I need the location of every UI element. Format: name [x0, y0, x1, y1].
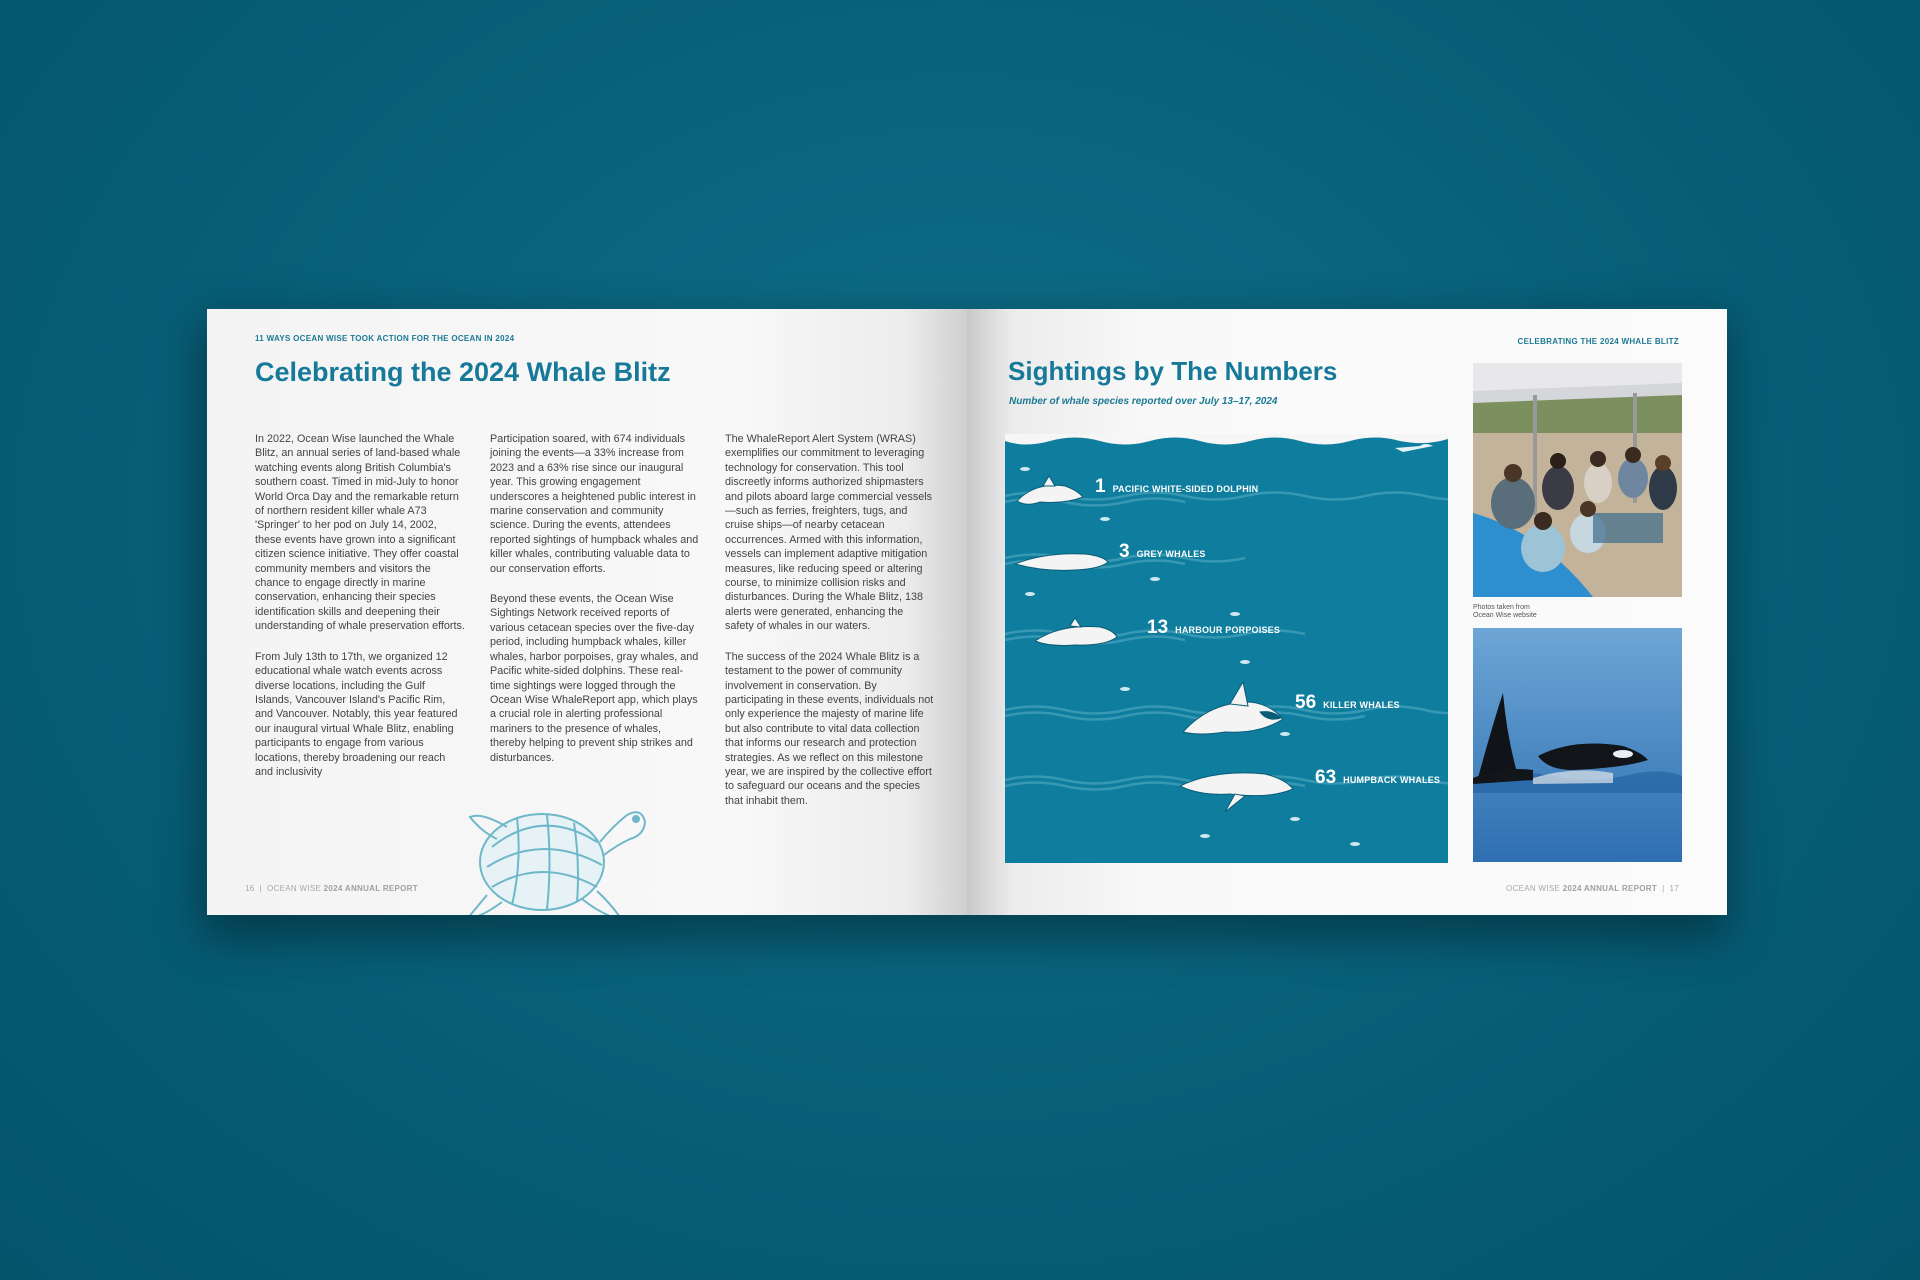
sighting-grey-whales	[1119, 541, 1206, 563]
footer-separator: |	[1662, 884, 1665, 893]
footer-brand: OCEAN WISE	[1506, 884, 1561, 893]
sighting-harbour-porpoises	[1147, 617, 1280, 639]
sighting-count: 1	[1095, 476, 1106, 497]
ocean-waves	[1005, 434, 1448, 863]
paragraph: Beyond these events, the Ocean Wise Sightings Network received reports of various cetacean species over the five-day period, including humpback whales, killer whales, harbor porpoises, gray whales, and Pacific white-sided dolphins. These real-time sightings were logged through the Ocean Wise WhaleReport app, which plays a crucial role in alerting professional mariners to the presence of whales, thereby helping to prevent ship strikes and disturbances.	[490, 593, 699, 764]
right-page	[967, 309, 1727, 915]
sighting-count: 63	[1315, 767, 1337, 788]
sighting-humpback-whales	[1315, 767, 1440, 789]
right-footer	[1506, 884, 1679, 893]
sighting-label: KILLER WHALES	[1323, 700, 1400, 710]
photo-caption-line: Photos taken from	[1473, 604, 1530, 611]
photo-caption-line: Ocean Wise website	[1473, 612, 1537, 619]
text-column-2	[490, 432, 700, 781]
sighting-count: 56	[1295, 692, 1317, 713]
text-column-1	[255, 432, 465, 795]
sighting-count: 3	[1119, 541, 1130, 562]
left-kicker: 11 WAYS OCEAN WISE TOOK ACTION FOR THE OCEAN IN 2024	[255, 334, 515, 343]
paragraph: The success of the 2024 Whale Blitz is a testament to the power of community involvement in conservation. By participating in these events, individuals not only experience the majesty of marine life but also contribute to vital data collection that informs our research and protection strategies. As we reflect on this milestone year, we are inspired by the collective effort to safeguard our oceans and the species that inhabit them.	[725, 650, 934, 807]
sighting-label: HUMPBACK WHALES	[1343, 775, 1441, 785]
footer-report: 2024 ANNUAL REPORT	[1562, 884, 1658, 893]
sighting-count: 13	[1147, 617, 1169, 638]
section-subtitle: Number of whale species reported over July 13–17, 2024	[1009, 396, 1278, 407]
text-column-3	[725, 432, 935, 824]
paragraph: In 2022, Ocean Wise launched the Whale Blitz, an annual series of land-based whale watching events along British Columbia's southern coast. Timed in mid-July to honor World Orca Day and the remarkable return of northern resident killer whale A73 'Springer' to her pod on July 14, 2002, these events have grown into a significant citizen science initiative. They offer coastal community members and visitors the chance to engage directly in marine conservation, enhancing their species identification skills and deepening their understanding of whale preservation efforts.	[255, 433, 465, 633]
sightings-infographic	[1005, 434, 1448, 863]
left-footer	[245, 884, 418, 893]
sighting-dolphin	[1095, 476, 1258, 498]
footer-brand: OCEAN WISE	[266, 884, 322, 893]
right-kicker: CELEBRATING THE 2024 WHALE BLITZ	[1517, 337, 1679, 346]
page-number: 16	[245, 884, 255, 893]
footer-report: 2024 ANNUAL REPORT	[323, 884, 418, 893]
photo-community-event	[1473, 363, 1682, 597]
photo-caption	[1473, 604, 1537, 620]
paragraph: From July 13th to 17th, we organized 12 educational whale watch events across diverse locations, including the Gulf Islands, Vancouver Island's Pacific Rim, and Vancouver. Notably, this year featured our inaugural virtual Whale Blitz, enabling participants to engage from various locations, thereby broadening our reach and inclusivity	[255, 650, 458, 778]
sighting-killer-whales	[1295, 692, 1400, 714]
page-number: 17	[1669, 884, 1679, 893]
section-title: Sightings by The Numbers	[1008, 356, 1338, 386]
photo-orca	[1473, 628, 1682, 862]
sighting-label: GREY WHALES	[1136, 549, 1206, 559]
footer-separator: |	[259, 884, 262, 893]
paragraph: The WhaleReport Alert System (WRAS) exemplifies our commitment to leveraging technology for conservation. This tool discreetly informs authorized shipmasters and pilots aboard large commercial vessels—such as ferries, freighters, tugs, and cruise ships—of nearby cetacean occurrences. Armed with this information, vessels can implement adaptive mitigation measures, like reducing speed or altering course, to minimize collision risks and disturbances. During the Whale Blitz, 138 alerts were generated, enhancing the safety of whales in our waters.	[725, 433, 933, 633]
left-page	[207, 309, 967, 915]
page-title: Celebrating the 2024 Whale Blitz	[255, 357, 671, 387]
paragraph: Participation soared, with 674 individuals joining the events—a 33% increase from 2023 and a 63% rise since our inaugural year. This growing engagement underscores a heightened public interest in marine conservation and community science. During the events, attendees reported sightings of humpback whales and killer whales, contributing valuable data to our conservation efforts.	[490, 433, 699, 575]
sighting-label: HARBOUR PORPOISES	[1175, 625, 1281, 635]
turtle-illustration	[462, 787, 652, 915]
sighting-label: PACIFIC WHITE-SIDED DOLPHIN	[1112, 484, 1259, 494]
